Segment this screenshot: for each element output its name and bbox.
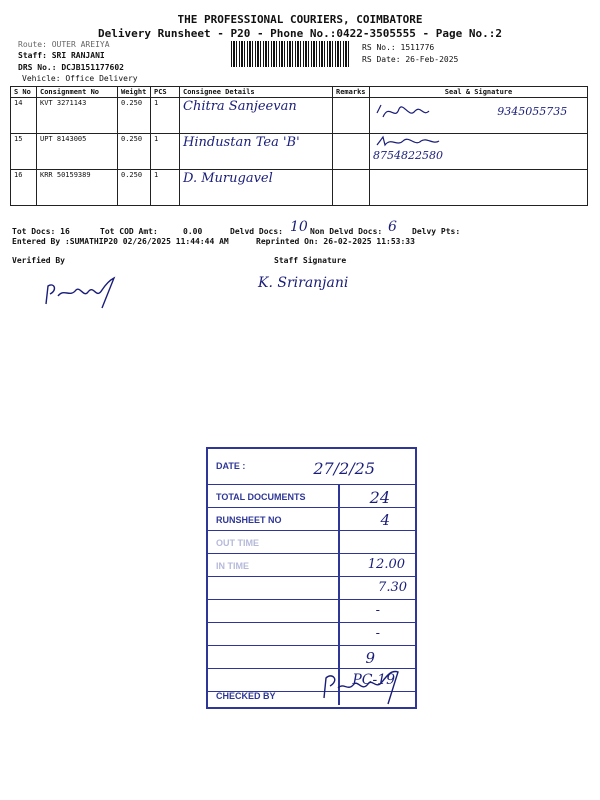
col-sno: S No (11, 87, 37, 98)
stamp-row-runsheet (208, 507, 415, 531)
stamp-row-date (208, 449, 415, 485)
non-delivered-docs-label: Non Delvd Docs: (310, 227, 383, 236)
stamp-row-in-time (208, 553, 415, 577)
consignee-cell (180, 170, 333, 206)
table-row (11, 98, 588, 134)
stamp-date-label: DATE : (216, 461, 246, 471)
consignee-cell (180, 98, 333, 134)
barcode-image (231, 41, 351, 67)
vehicle-label: Vehicle: Office Delivery (22, 74, 138, 83)
stamp-row-6-value: 7.30 (378, 580, 407, 595)
stamp-row-6 (208, 576, 415, 600)
weight-cell: 0.250 (118, 134, 151, 170)
verifier-signature (40, 276, 140, 312)
staff-label: Staff: SRI RANJANI (18, 51, 105, 60)
sno-cell: 16 (11, 170, 37, 206)
remarks-cell (333, 98, 370, 134)
stamp-in-time-label: IN TIME (216, 561, 249, 571)
company-title: THE PROFESSIONAL COURIERS, COIMBATORE (177, 13, 423, 26)
pcs-cell: 1 (151, 98, 180, 134)
sno-cell: 14 (11, 98, 37, 134)
entered-by: Entered By :SUMATHIP20 02/26/2025 11:44:44 AM (12, 237, 229, 246)
stamp-row-8 (208, 622, 415, 646)
col-pcs: PCS (151, 87, 180, 98)
remarks-cell (333, 134, 370, 170)
delivery-signature (373, 135, 463, 149)
route-label: Route: OUTER AREIYA (18, 40, 110, 49)
col-remarks: Remarks (333, 87, 370, 98)
delivery-points-label: Delvy Pts: (412, 227, 461, 236)
pcs-cell: 1 (151, 170, 180, 206)
consignee-cell (180, 134, 333, 170)
stamp-out-time-label: OUT TIME (216, 538, 259, 548)
stamp-row-total-docs (208, 484, 415, 508)
reprinted-on: Reprinted On: 26-02-2025 11:53:33 (256, 237, 415, 246)
col-consignee: Consignee Details (180, 87, 333, 98)
delivery-signature (373, 99, 493, 123)
staff-signature-label: Staff Signature (274, 256, 347, 265)
seal-cell (370, 134, 588, 170)
consignee-handwriting: Chitra Sanjeevan (183, 99, 297, 114)
weight-cell: 0.250 (118, 170, 151, 206)
consignment-cell: UPT 8143005 (37, 134, 118, 170)
total-cod-amount: 0.00 (183, 227, 203, 236)
stamp-in-time-value: 12.00 (367, 557, 405, 572)
verified-by-label: Verified By (12, 256, 65, 265)
consignment-cell: KRR 50159389 (37, 170, 118, 206)
seal-cell (370, 170, 588, 206)
stamp-row-7 (208, 599, 415, 623)
total-cod-label: Tot COD Amt: (100, 227, 158, 236)
runsheet-subtitle: Delivery Runsheet - P20 - Phone No.:0422-3505555 - Page No.:2 (98, 27, 502, 40)
stamp-checked-by-label: CHECKED BY (216, 691, 276, 701)
drs-number: DRS No.: DCJB151177602 (18, 63, 124, 72)
seal-phone: 8754822580 (373, 149, 443, 162)
runsheet-table (10, 86, 588, 206)
stamp-runsheet-label: RUNSHEET NO (216, 515, 282, 525)
delivered-docs-label: Delvd Docs: (230, 227, 283, 236)
stamp-total-docs-label: TOTAL DOCUMENTS (216, 492, 306, 502)
pcs-cell: 1 (151, 134, 180, 170)
stamp-row-9 (208, 645, 415, 669)
rs-number: RS No.: 1511776 (362, 43, 435, 52)
non-delivered-docs-value: 6 (388, 219, 397, 235)
col-seal: Seal & Signature (370, 87, 588, 98)
total-docs: Tot Docs: 16 (12, 227, 70, 236)
col-weight: Weight (118, 87, 151, 98)
consignee-handwriting: D. Murugavel (183, 171, 273, 186)
sno-cell: 15 (11, 134, 37, 170)
rs-date: RS Date: 26-Feb-2025 (362, 55, 459, 64)
table-row (11, 134, 588, 170)
col-consignment: Consignment No (37, 87, 118, 98)
checker-signature (318, 668, 418, 708)
stamp-row-10-value: PC-19 (352, 672, 395, 688)
stamp-total-docs-value: 24 (369, 488, 390, 507)
seal-cell (370, 98, 588, 134)
table-row (11, 170, 588, 206)
weight-cell: 0.250 (118, 98, 151, 134)
stamp-row-8-value: - (375, 626, 380, 641)
delivered-docs-value: 10 (290, 219, 308, 235)
consignment-cell: KVT 3271143 (37, 98, 118, 134)
seal-phone: 9345055735 (497, 105, 568, 118)
stamp-row-9-value: 9 (365, 649, 375, 667)
stamp-runsheet-value: 4 (380, 511, 390, 529)
stamp-date-value: 27/2/25 (313, 459, 375, 478)
stamp-row-7-value: - (375, 603, 380, 618)
table-header-row (11, 87, 588, 98)
staff-signature-handwriting: K. Sriranjani (258, 275, 349, 291)
remarks-cell (333, 170, 370, 206)
consignee-handwriting: Hindustan Tea 'B' (183, 135, 300, 150)
stamp-row-out-time (208, 530, 415, 554)
